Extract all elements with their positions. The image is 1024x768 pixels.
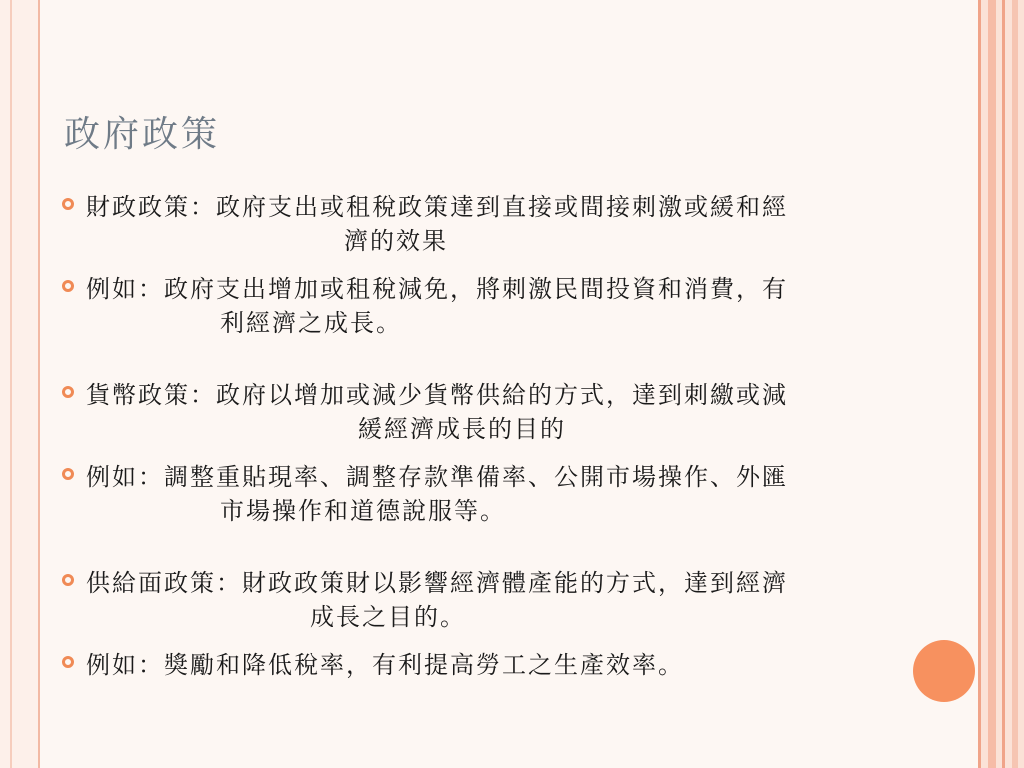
bullet-circle-icon [62, 386, 74, 398]
bullet-text: 供給面政策：財政政策財以影響經濟體產能的方式，達到經濟 [86, 569, 788, 597]
bullet-circle-icon [62, 280, 74, 292]
bullet-item-supply-policy [62, 566, 942, 634]
bullet-circle-icon [62, 656, 74, 668]
bullet-text: 市場操作和道德說服等。 [220, 497, 506, 525]
bullet-list [62, 190, 942, 696]
bullet-circle-icon [62, 198, 74, 210]
slide-title: 政府政策 [64, 114, 221, 155]
bullet-text: 例如：政府支出增加或租稅減免，將刺激民間投資和消費，有 [86, 275, 788, 303]
bullet-item-monetary-policy [62, 378, 942, 446]
bullet-text: 利經濟之成長。 [220, 309, 402, 337]
bullet-text: 濟的效果 [344, 227, 448, 255]
bullet-text: 例如：獎勵和降低稅率，有利提高勞工之生產效率。 [86, 651, 684, 679]
bullet-circle-icon [62, 574, 74, 586]
bullet-text: 貨幣政策：政府以增加或減少貨幣供給的方式，達到刺繳或減 [86, 381, 788, 409]
bullet-item-fiscal-policy [62, 190, 942, 258]
bullet-text: 緩經濟成長的目的 [358, 415, 566, 443]
bullet-text: 例如：調整重貼現率、調整存款準備率、公開市場操作、外匯 [86, 463, 788, 491]
left-border-decoration [0, 0, 40, 768]
bullet-item-monetary-example [62, 460, 942, 528]
bullet-text: 成長之目的。 [310, 603, 466, 631]
bullet-item-supply-example [62, 648, 942, 682]
right-border-decoration [978, 0, 1024, 768]
bullet-text: 財政政策：政府支出或租稅政策達到直接或間接刺激或緩和經 [86, 193, 788, 221]
bullet-item-fiscal-example [62, 272, 942, 340]
bullet-circle-icon [62, 468, 74, 480]
